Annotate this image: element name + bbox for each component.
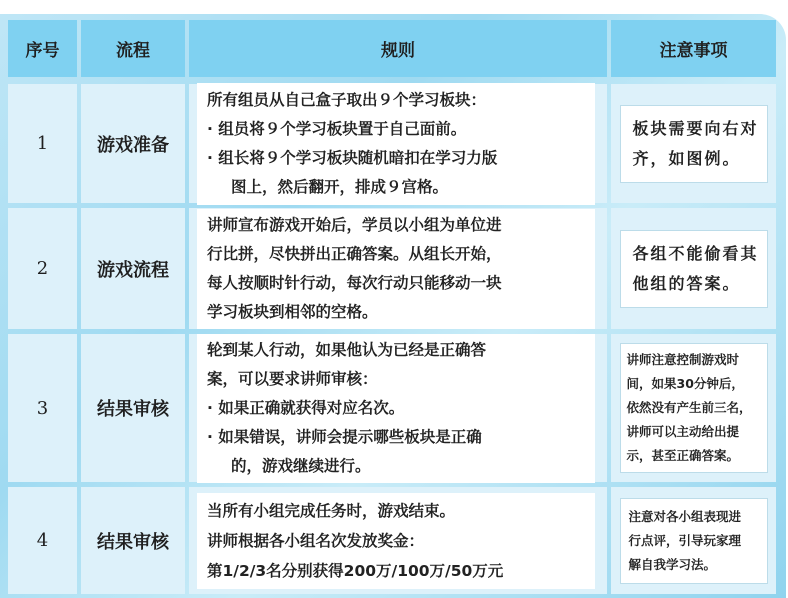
rules-box — [197, 493, 595, 589]
row-process: 结果审核 — [81, 487, 185, 594]
rule-line: · 如果错误，讲师会提示哪些板块是正确 — [207, 427, 482, 446]
row-rules — [189, 208, 607, 329]
rule-line: 讲师宣布游戏开始后，学员以小组为单位进 — [207, 215, 502, 234]
table-header — [0, 20, 786, 77]
rule-line: 图上，然后翻开，排成９宫格。 — [231, 177, 449, 196]
row-process: 游戏准备 — [81, 84, 185, 203]
notes-box: 注意对各小组表现进 行点评，引导玩家理 解自我学习法。 — [620, 498, 768, 584]
rule-line: 案，可以要求讲师审核： — [207, 369, 378, 388]
row-notes — [611, 208, 776, 329]
row-seq: 4 — [8, 487, 77, 594]
row-rules — [189, 487, 607, 594]
header-process: 流程 — [81, 20, 185, 77]
table-row — [0, 208, 786, 329]
row-notes — [611, 487, 776, 594]
row-notes — [611, 84, 776, 203]
rules-box — [197, 209, 595, 329]
header-seq: 序号 — [8, 20, 77, 77]
rules-box — [197, 334, 595, 483]
rule-line: · 如果正确就获得对应名次。 — [207, 398, 405, 417]
row-rules — [189, 84, 607, 203]
row-process: 游戏流程 — [81, 208, 185, 329]
table-row — [0, 487, 786, 594]
row-seq: 3 — [8, 334, 77, 482]
rule-line: 的，游戏继续进行。 — [231, 456, 371, 475]
rule-line: 第1/2/3名分别获得200万/100万/50万元 — [207, 561, 504, 580]
notes-box: 板块需要向右对 齐，如图例。 — [620, 105, 768, 183]
rule-line: 学习板块到相邻的空格。 — [207, 302, 378, 321]
row-process: 结果审核 — [81, 334, 185, 482]
rule-line: · 组员将９个学习板块置于自己面前。 — [207, 119, 467, 138]
row-notes — [611, 334, 776, 482]
rule-line: 讲师根据各小组名次发放奖金： — [207, 531, 425, 550]
notes-box: 各组不能偷看其 他组的答案。 — [620, 230, 768, 308]
rule-line: 所有组员从自己盒子取出９个学习板块： — [207, 90, 487, 109]
rules-box — [197, 83, 595, 205]
rule-line: 当所有小组完成任务时，游戏结束。 — [207, 501, 456, 520]
rule-line: 行比拼，尽快拼出正确答案。从组长开始， — [207, 244, 502, 263]
table-row — [0, 334, 786, 482]
row-rules — [189, 334, 607, 482]
rule-line: 每人按顺时针行动，每次行动只能移动一块 — [207, 273, 502, 292]
rule-line: 轮到某人行动，如果他认为已经是正确答 — [207, 340, 487, 359]
table-row — [0, 84, 786, 203]
rule-line: · 组长将９个学习板块随机暗扣在学习力版 — [207, 148, 498, 167]
row-seq: 2 — [8, 208, 77, 329]
notes-box: 讲师注意控制游戏时 间，如果30分钟后， 依然没有产生前三名， 讲师可以主动给出提 示，甚至正确答案。 — [620, 343, 768, 473]
header-notes: 注意事项 — [611, 20, 776, 77]
row-seq: 1 — [8, 84, 77, 203]
header-rules: 规则 — [189, 20, 607, 77]
